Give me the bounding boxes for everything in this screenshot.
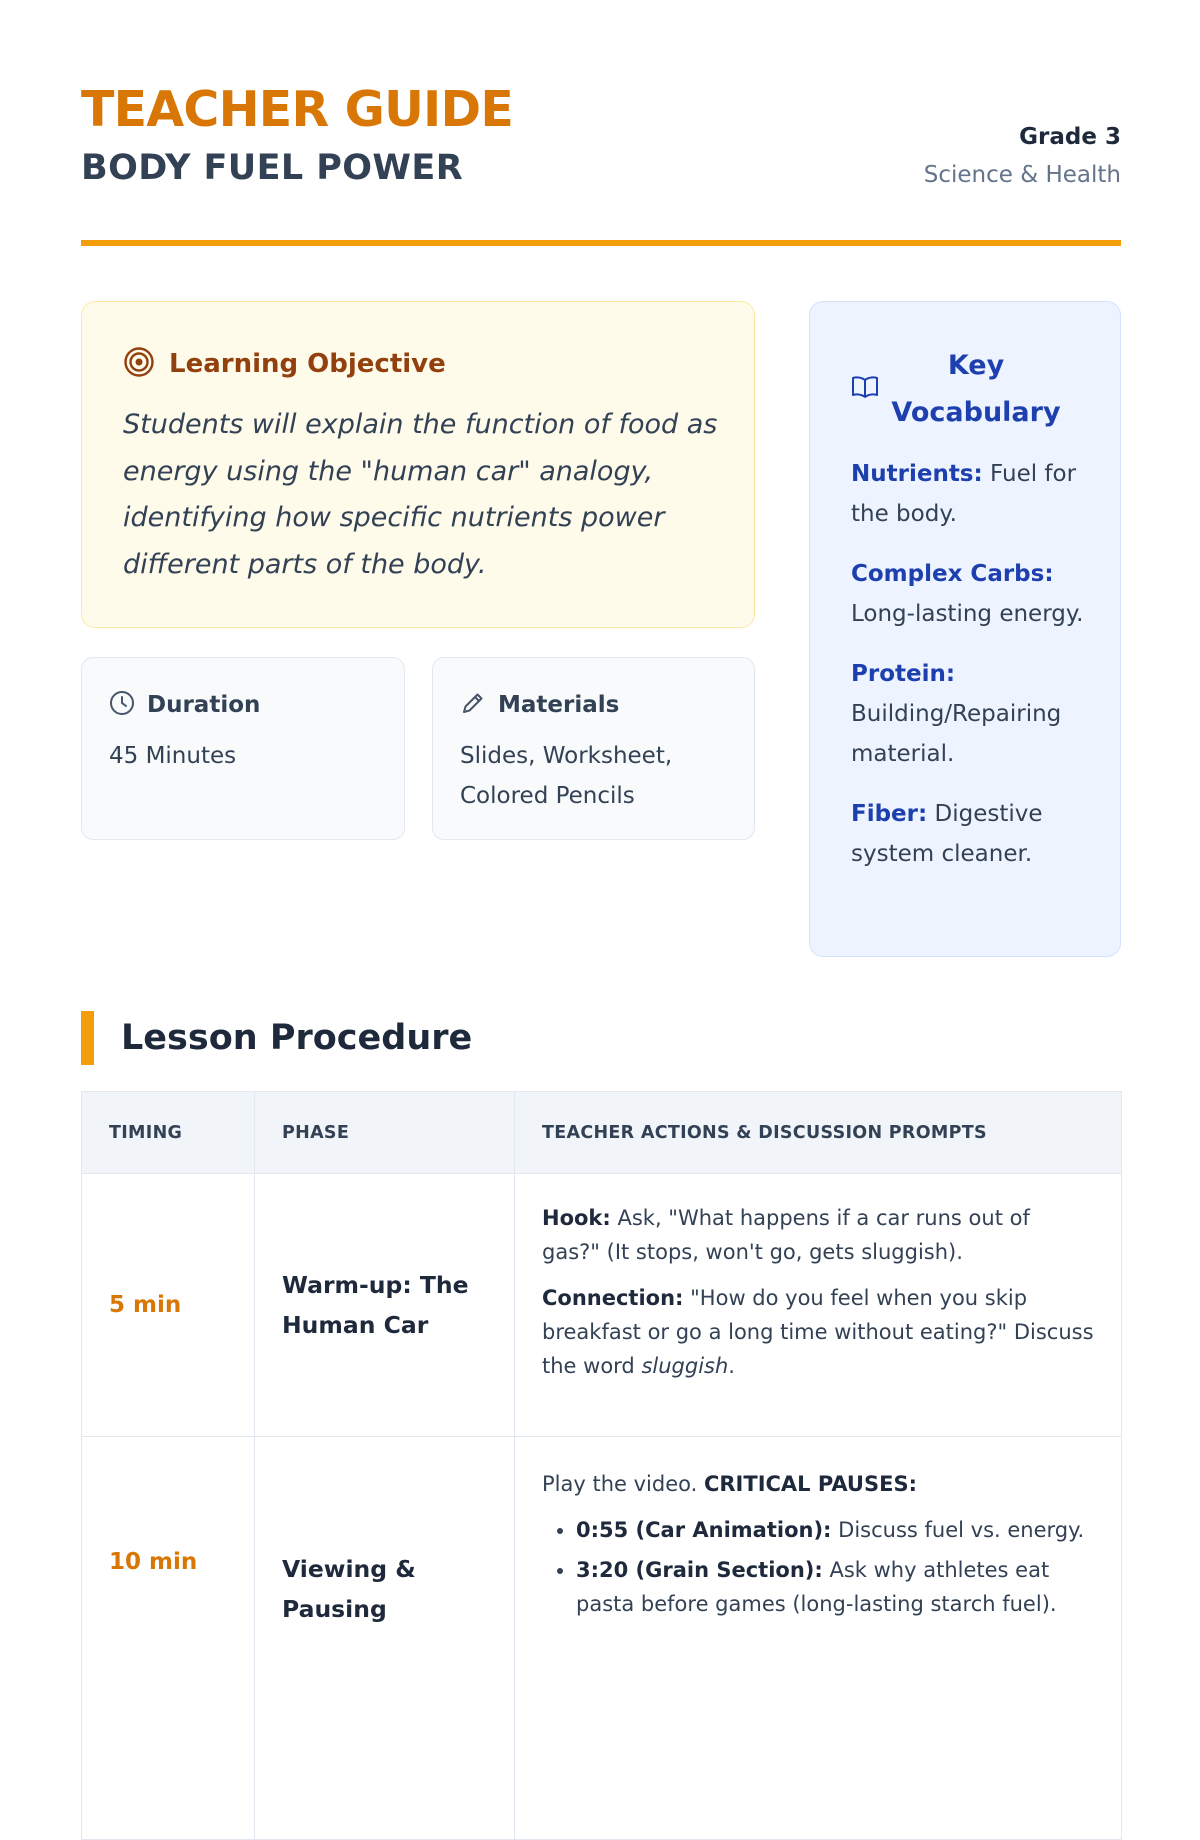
hook-text: Ask, "What happens if a car runs out of gas?" (It stops, won't go, gets sluggish). xyxy=(542,1206,1030,1264)
vocabulary-item xyxy=(851,454,1091,534)
pencil-icon xyxy=(460,690,486,720)
table-header-row xyxy=(82,1092,1122,1174)
book-icon xyxy=(851,374,879,404)
pause-text: Discuss fuel vs. energy. xyxy=(838,1518,1085,1542)
actions-cell xyxy=(515,1174,1122,1437)
table-row xyxy=(82,1437,1122,1840)
materials-value: Slides, Worksheet, Colored Pencils xyxy=(460,743,673,809)
materials-card xyxy=(432,657,755,840)
pause-text: Ask why athletes eat pasta before games (long-lasting starch fuel). xyxy=(576,1558,1057,1616)
column-header-actions: TEACHER ACTIONS & DISCUSSION PROMPTS xyxy=(515,1092,1122,1174)
key-vocabulary-card xyxy=(809,301,1121,957)
video-instruction xyxy=(542,1467,1094,1501)
pause-list xyxy=(542,1513,1094,1621)
clock-icon xyxy=(109,690,135,720)
vocabulary-definition: Fuel for the body. xyxy=(851,461,1077,527)
table-row xyxy=(82,1174,1122,1437)
vocabulary-term: Nutrients: xyxy=(851,461,983,487)
hook-label: Hook: xyxy=(542,1206,611,1230)
lesson-title: BODY FUEL POWER xyxy=(81,148,464,188)
target-icon xyxy=(123,346,155,382)
vocabulary-item xyxy=(851,654,1091,774)
vocabulary-item xyxy=(851,794,1091,874)
connection-word: sluggish xyxy=(641,1354,729,1378)
grade-label: Grade 3 xyxy=(1019,124,1121,150)
vocabulary-definition: Building/Repairing material. xyxy=(851,701,1062,767)
connection-label: Connection: xyxy=(542,1286,684,1310)
vocabulary-term: Protein: xyxy=(851,661,956,687)
header-divider xyxy=(81,240,1121,246)
objective-text: Students will explain the function of food as energy using the "human car" analogy, identifying how specific nutrients power different parts of the body. xyxy=(123,409,718,580)
vocabulary-definition: Long-lasting energy. xyxy=(851,601,1084,627)
connection-end: . xyxy=(728,1354,735,1378)
hook-prompt xyxy=(542,1201,1094,1269)
list-item xyxy=(576,1553,1094,1621)
timing-cell: 10 min xyxy=(82,1437,255,1840)
duration-title: Duration xyxy=(147,692,261,718)
page-title: TEACHER GUIDE xyxy=(81,81,514,138)
critical-pauses-label: CRITICAL PAUSES: xyxy=(703,1472,917,1496)
duration-card xyxy=(81,657,405,840)
subject-label: Science & Health xyxy=(923,162,1121,188)
vocabulary-list xyxy=(851,454,1091,894)
lesson-procedure-title: Lesson Procedure xyxy=(121,1018,473,1058)
timing-cell: 5 min xyxy=(82,1174,255,1437)
vocabulary-term: Fiber: xyxy=(851,801,928,827)
vocabulary-title: Key Vocabulary xyxy=(891,350,1061,428)
objective-title: Learning Objective xyxy=(169,349,446,379)
connection-text: "How do you feel when you skip breakfast or go a long time without eating?" Discuss the word xyxy=(542,1286,1094,1378)
actions-cell xyxy=(515,1437,1122,1840)
vocabulary-item xyxy=(851,554,1091,634)
section-accent-bar xyxy=(81,1011,94,1065)
column-header-timing: TIMING xyxy=(82,1092,255,1174)
pause-label: 3:20 (Grain Section): xyxy=(576,1558,823,1582)
phase-cell: Warm-up: The Human Car xyxy=(255,1174,515,1437)
intro-text: Play the video. xyxy=(542,1472,698,1496)
materials-title: Materials xyxy=(498,692,620,718)
vocabulary-definition: Digestive system cleaner. xyxy=(851,801,1043,867)
phase-cell: Viewing & Pausing xyxy=(255,1437,515,1840)
vocabulary-term: Complex Carbs: xyxy=(851,561,1054,587)
duration-value: 45 Minutes xyxy=(109,743,237,769)
pause-label: 0:55 (Car Animation): xyxy=(576,1518,832,1542)
lesson-procedure-table xyxy=(81,1091,1122,1840)
connection-prompt xyxy=(542,1281,1094,1383)
list-item xyxy=(576,1513,1094,1547)
learning-objective-card xyxy=(81,301,755,628)
column-header-phase: PHASE xyxy=(255,1092,515,1174)
